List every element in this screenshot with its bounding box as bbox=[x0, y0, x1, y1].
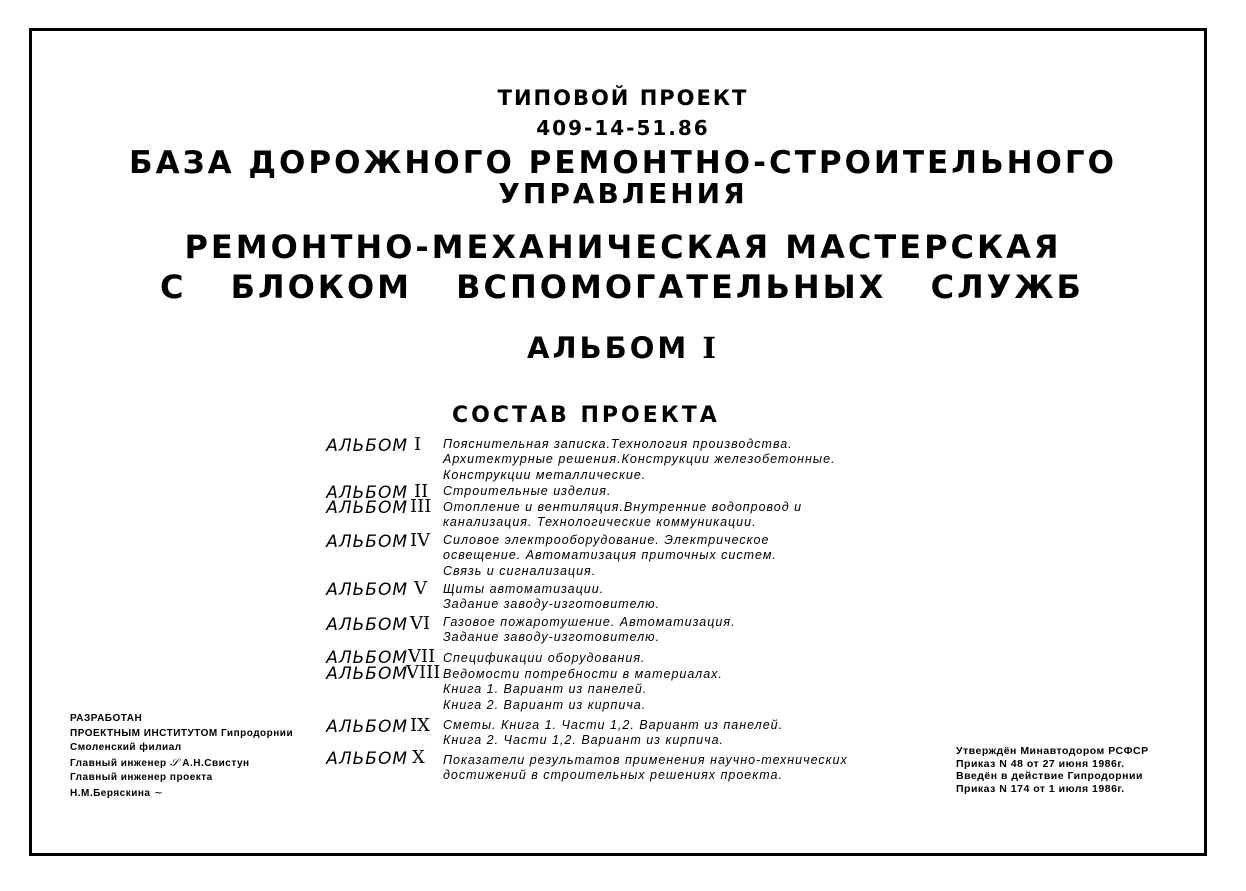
approval-line: Приказ N 174 от 1 июля 1986г. bbox=[956, 782, 1125, 795]
album-description bbox=[443, 533, 777, 579]
album-label: АЛЬБОМ bbox=[326, 532, 408, 552]
album-description bbox=[443, 615, 735, 646]
title-line-2: УПРАВЛЕНИЯ bbox=[498, 177, 748, 210]
album-label: АЛЬБОМ bbox=[326, 717, 408, 737]
approval-line: Приказ N 48 от 27 июня 1986г. bbox=[956, 757, 1125, 770]
album-label: АЛЬБОМ bbox=[326, 580, 408, 600]
type-label: ТИПОВОЙ ПРОЕКТ bbox=[497, 86, 749, 110]
description-line: канализация. Технологические коммуникации. bbox=[443, 515, 757, 530]
album-description bbox=[443, 484, 611, 499]
title-line-3: РЕМОНТНО-МЕХАНИЧЕСКАЯ МАСТЕРСКАЯ bbox=[184, 228, 1062, 266]
album-label: АЛЬБОМ bbox=[326, 615, 408, 635]
description-line: Силовое электрооборудование. Электрическое bbox=[443, 533, 770, 547]
album-number: III bbox=[410, 496, 432, 517]
album-number: I bbox=[702, 331, 719, 365]
album-description bbox=[443, 718, 783, 749]
description-line: Отопление и вентиляция.Внутренние водопровод и bbox=[443, 500, 803, 514]
title-line-4: С БЛОКОМ ВСПОМОГАТЕЛЬНЫХ СЛУЖБ bbox=[160, 268, 1084, 306]
album-description bbox=[443, 437, 836, 483]
description-line: Ведомости потребности в материалах. bbox=[443, 667, 723, 681]
developer-chief-engineer-title: Главный инженер bbox=[70, 757, 167, 769]
description-line: Спецификации оборудования. bbox=[443, 651, 646, 665]
album-label: АЛЬБОМ bbox=[326, 664, 408, 684]
album-number: II bbox=[414, 481, 429, 502]
signature-icon: ~ bbox=[153, 785, 164, 799]
album-label: АЛЬБОМ bbox=[326, 483, 408, 503]
title-line-1: БАЗА ДОРОЖНОГО РЕМОНТНО-СТРОИТЕЛЬНОГО bbox=[129, 145, 1117, 181]
developer-line: ПРОЕКТНЫМ ИНСТИТУТОМ Гипродорнии bbox=[70, 727, 294, 739]
signature-icon: 𝒮 bbox=[169, 755, 179, 769]
description-line: Книга 2. Части 1,2. Вариант из кирпича. bbox=[443, 733, 724, 748]
description-line: Задание заводу-изготовителю. bbox=[443, 597, 661, 612]
description-line: Сметы. Книга 1. Части 1,2. Вариант из панелей. bbox=[443, 718, 784, 732]
album-label: АЛЬБОМ bbox=[326, 498, 408, 518]
developer-line: РАЗРАБОТАН bbox=[70, 713, 143, 724]
album-description bbox=[443, 500, 802, 531]
album-label: АЛЬБОМ bbox=[326, 648, 408, 668]
description-line: Показатели результатов применения научно-технических bbox=[443, 753, 848, 767]
album-number: VI bbox=[410, 613, 431, 634]
album-description bbox=[443, 651, 646, 666]
album-number: IV bbox=[410, 530, 431, 551]
developer-block bbox=[70, 712, 293, 801]
album-number: VIII bbox=[406, 662, 441, 683]
album-description bbox=[443, 667, 723, 713]
developer-project-engineer-name: Н.М.Беряскина bbox=[70, 787, 151, 799]
description-line: Задание заводу-изготовителю. bbox=[443, 630, 661, 645]
album-number: VII bbox=[408, 646, 436, 667]
album-label: АЛЬБОМ bbox=[326, 749, 408, 769]
album-number: X bbox=[412, 747, 425, 768]
developer-chief-engineer-name: А.Н.Свистун bbox=[182, 757, 250, 769]
composition-title: СОСТАВ ПРОЕКТА bbox=[452, 403, 720, 428]
developer-line: Главный инженер проекта bbox=[70, 772, 213, 783]
description-line: Связь и сигнализация. bbox=[443, 563, 597, 578]
album-label: АЛЬБОМ bbox=[326, 436, 408, 456]
developer-project-engineer bbox=[70, 786, 293, 802]
description-line: Газовое пожаротушение. Автоматизация. bbox=[443, 615, 736, 629]
album-number: I bbox=[414, 434, 422, 455]
developer-chief-engineer bbox=[70, 756, 293, 772]
album-description bbox=[443, 582, 660, 613]
description-line: Книга 1. Вариант из панелей. bbox=[443, 682, 648, 697]
description-line: Конструкции металлические. bbox=[443, 467, 647, 482]
approval-line: Утверждён Минавтодором РСФСР bbox=[956, 745, 1149, 757]
album-title bbox=[0, 331, 1246, 365]
approval-block bbox=[956, 745, 1149, 795]
description-line: Книга 2. Вариант из кирпича. bbox=[443, 697, 647, 712]
description-line: Архитектурные решения.Конструкции железобетонные. bbox=[443, 452, 836, 467]
album-label: АЛЬБОМ bbox=[527, 331, 690, 365]
description-line: достижений в строительных решениях проекта. bbox=[443, 768, 783, 783]
approval-line: Введён в действие Гипродорнии bbox=[956, 770, 1143, 782]
description-line: Щиты автоматизации. bbox=[443, 582, 605, 596]
project-number: 409-14-51.86 bbox=[536, 116, 710, 140]
album-number: V bbox=[414, 578, 427, 599]
album-description bbox=[443, 753, 848, 784]
description-line: Пояснительная записка.Технология производства. bbox=[443, 437, 793, 451]
description-line: Строительные изделия. bbox=[443, 484, 612, 498]
developer-line: Смоленский филиал bbox=[70, 742, 182, 753]
album-number: IX bbox=[410, 715, 430, 736]
description-line: освещение. Автоматизация приточных систем. bbox=[443, 548, 777, 563]
